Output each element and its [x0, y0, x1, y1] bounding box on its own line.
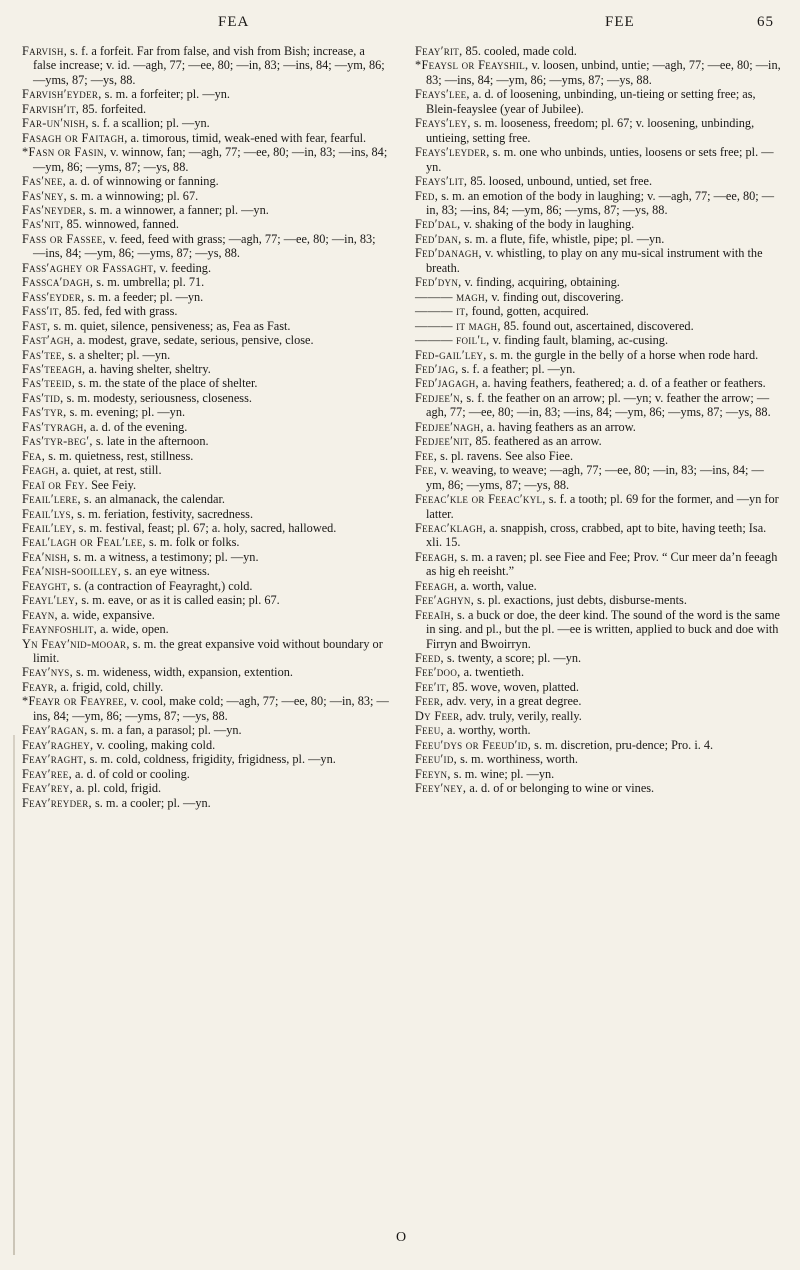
- headword: Fast,: [22, 318, 51, 333]
- right-column: [415, 44, 781, 796]
- headword: Farvish′eyder,: [22, 87, 102, 102]
- dictionary-entry: [415, 608, 781, 651]
- header-left-word: FEA: [218, 14, 250, 30]
- headword: Feayn,: [22, 607, 58, 622]
- definition: a. d. of the evening.: [86, 419, 188, 434]
- headword: Fas′tyragh,: [22, 419, 87, 434]
- headword: Feed,: [415, 651, 444, 666]
- definition: a. quiet, at rest, still.: [58, 463, 162, 478]
- definition: s. pl. ravens. See also Fiee.: [437, 448, 574, 463]
- headword: Fed′dyn,: [415, 275, 462, 290]
- definition: s. m. the gurgle in the belly of a horse when rode hard.: [486, 347, 759, 362]
- headword: Fed′jag,: [415, 361, 459, 376]
- dictionary-entry: [415, 420, 781, 434]
- headword: Fas′ney,: [22, 188, 68, 203]
- dictionary-entry: [415, 348, 781, 362]
- headword: Feeac′klagh,: [415, 520, 487, 535]
- definition: a. worth, value.: [457, 578, 537, 593]
- dictionary-entry: [22, 492, 390, 506]
- dictionary-entry: [22, 376, 390, 390]
- headword: ——— it,: [415, 304, 469, 319]
- definition: s. m. quietness, rest, stillness.: [45, 448, 194, 463]
- headword: Feayl′ley,: [22, 593, 79, 608]
- definition: s. m. eave, or as it is called easin; pl. 67.: [78, 593, 280, 608]
- headword: Fed′dan,: [415, 231, 462, 246]
- headword: Feays′ley,: [415, 116, 471, 131]
- definition: s. m. festival, feast; pl. 67; a. holy, sacred, hallowed.: [75, 520, 337, 535]
- headword: Feayr,: [22, 679, 58, 694]
- headword: Fedjee′nit,: [415, 434, 473, 449]
- dictionary-entry: [415, 767, 781, 781]
- headword: *Fasn or Fasin,: [22, 145, 108, 160]
- headword: Feaï or Fey.: [22, 477, 88, 492]
- definition: 85. cooled, made cold.: [462, 44, 577, 58]
- definition: a. having feathers as an arrow.: [483, 419, 636, 434]
- definition: v. cool, make cold; —agh, 77; —ee, 80; —in, 83; —ins, 84; —ym, 86; —yms, 87; —ys, 88.: [33, 694, 389, 723]
- dictionary-entry: [22, 449, 390, 463]
- definition: v. winnow, fan; —agh, 77; —ee, 80; —in, 83; —ins, 84; —ym, 86; —yms, 87; —ys, 88.: [33, 145, 388, 174]
- dictionary-entry: [415, 391, 781, 420]
- definition: v. weaving, to weave; —agh, 77; —ee, 80; —in, 83; —ins, 84; —ym, 86; —yms, 87; —ys, 88.: [426, 463, 764, 492]
- dictionary-entry: [415, 304, 781, 318]
- dictionary-entry: [22, 217, 390, 231]
- headword: Fed,: [415, 188, 439, 203]
- headword: Feay′rey,: [22, 781, 73, 796]
- headword: Feayght,: [22, 578, 71, 593]
- headword: Fed′danagh,: [415, 246, 482, 261]
- dictionary-entry: [415, 694, 781, 708]
- definition: v. feed, feed with grass; —agh, 77; —ee, 80; —in, 83; —ins, 84; —ym, 86; —yms, 87; —ys, 88.: [33, 231, 376, 261]
- headword: Feeyn,: [415, 766, 451, 781]
- definition: s. m. a forfeiter; pl. —yn.: [101, 87, 230, 102]
- dictionary-entry: [415, 738, 781, 752]
- dictionary-entry: [22, 232, 390, 261]
- headword: Fed′jagagh,: [415, 376, 479, 391]
- definition: s. f. the feather on an arrow; pl. —yn; v. feather the arrow; —agh, 77; —ee, 80; —in, 83; —ins, 84; —ym, 86; —yms, 87; —ys, 88.: [426, 390, 771, 420]
- headword: Farvish,: [22, 44, 68, 58]
- page-number: 65: [757, 14, 774, 30]
- definition: a. modest, grave, sedate, serious, pensive, close.: [73, 333, 314, 348]
- dictionary-entry: [22, 420, 390, 434]
- running-head: [0, 14, 800, 36]
- headword: Fas′tee,: [22, 347, 66, 362]
- headword: Feagh,: [22, 463, 59, 478]
- headword: Feeagh,: [415, 549, 458, 564]
- dictionary-entry: [415, 145, 781, 174]
- headword: Fassca′dagh,: [22, 275, 94, 290]
- definition: s. m. a raven; pl. see Fiee and Fee; Prov. “ Cur meer da’n feeagh as hig eh reeisht.”: [426, 549, 778, 579]
- definition: s. m. an emotion of the body in laughing; v. —agh, 77; —ee, 80; —in, 83; —ins, 84; —ym, 86; —yms, 87; —ys, 88.: [426, 188, 775, 217]
- dictionary-entry: [415, 781, 781, 795]
- definition: s. m. a feeder; pl. —yn.: [84, 289, 204, 304]
- dictionary-entry: [415, 362, 781, 376]
- headword: Feays′lee,: [415, 87, 470, 102]
- headword: Fedjee′n,: [415, 390, 464, 405]
- definition: s. m. a witness, a testimony; pl. —yn.: [70, 549, 259, 564]
- definition: 85. wove, woven, platted.: [449, 679, 579, 694]
- headword: Feays′leyder,: [415, 145, 490, 160]
- dictionary-entry: [415, 290, 781, 304]
- dictionary-entry: [415, 58, 781, 87]
- definition: s. m. one who unbinds, unties, loosens or sets free; pl. —yn.: [426, 145, 774, 174]
- headword: ——— foil′l,: [415, 333, 490, 348]
- definition: s. m. quiet, silence, pensiveness; as, Fea as Fast.: [50, 318, 291, 333]
- headword: Far-un′nish,: [22, 116, 89, 131]
- definition: s. f. a forfeit. Far from false, and vish from Bish; increase, a false increase; v. id. —agh, 77; —ee, 80; —in, 83; —ins, 84; —ym, 86; —yms, 87; —ys, 88.: [33, 44, 385, 87]
- dictionary-entry: [22, 781, 390, 795]
- definition: s. a buck or doe, the deer kind. The sound of the word is the same in sing. and pl., but the pl. —ee is written, applied to buck and doe with Firryn and Bwoirryn.: [426, 607, 780, 651]
- headword: Fas′tid,: [22, 390, 64, 405]
- definition: found, gotten, acquired.: [468, 304, 589, 319]
- headword: Fed-gail′ley,: [415, 347, 487, 362]
- headword: Farvish′it,: [22, 101, 80, 116]
- headword: Fasagh or Faitagh,: [22, 130, 128, 145]
- definition: s. m. umbrella; pl. 71.: [93, 275, 205, 290]
- dictionary-entry: [22, 348, 390, 362]
- dictionary-entry: [415, 44, 781, 58]
- headword: Feeu,: [415, 723, 444, 738]
- definition: a. wide, open.: [97, 622, 169, 637]
- definition: v. feeding.: [156, 260, 212, 275]
- definition: a. frigid, cold, chilly.: [57, 679, 164, 694]
- headword: Fee′aghyn,: [415, 593, 475, 608]
- dictionary-entry: [22, 694, 390, 723]
- definition: v. loosen, unbind, untie; —agh, 77; —ee, 80; —in, 83; —ins, 84; —ym, 86; —yms, 87; —ys, 88.: [426, 58, 781, 87]
- headword: Fed′dal,: [415, 217, 461, 232]
- definition: s. pl. exactions, just debts, disburse-ments.: [474, 593, 687, 608]
- definition: a. d. of cold or cooling.: [71, 766, 190, 781]
- dictionary-entry: [22, 637, 390, 666]
- headword: Fea′nish,: [22, 549, 71, 564]
- dictionary-entry: [22, 333, 390, 347]
- definition: s. m. a flute, fife, whistle, pipe; pl. —yn.: [461, 231, 665, 246]
- definition: s. m. evening; pl. —yn.: [66, 405, 186, 420]
- definition: s. m. a winnower, a fanner; pl. —yn.: [85, 202, 269, 217]
- definition: adv. very, in a great degree.: [443, 694, 582, 709]
- dictionary-entry: [22, 304, 390, 318]
- headword: Fee,: [415, 448, 438, 463]
- dictionary-entry: [22, 738, 390, 752]
- definition: s. m. the great expansive void without boundary or limit.: [33, 636, 383, 666]
- definition: See Feiy.: [88, 477, 137, 492]
- definition: adv. truly, verily, really.: [462, 708, 582, 723]
- headword: Feeu′id,: [415, 752, 457, 767]
- headword: Fee′doo,: [415, 665, 461, 680]
- dictionary-entry: [22, 290, 390, 304]
- headword: Feaynfoshlit,: [22, 622, 97, 637]
- dictionary-entry: [415, 709, 781, 723]
- dictionary-entry: [415, 275, 781, 289]
- dictionary-entry: [415, 579, 781, 593]
- dictionary-entry: [22, 145, 390, 174]
- definition: s. m. wideness, width, expansion, extention.: [72, 665, 293, 680]
- dictionary-entry: [415, 87, 781, 116]
- dictionary-entry: [415, 463, 781, 492]
- headword: Fas′teeagh,: [22, 361, 86, 376]
- definition: s. (a contraction of Feayraght,) cold.: [70, 578, 253, 593]
- definition: s. m. a winnowing; pl. 67.: [67, 188, 199, 203]
- dictionary-entry: [415, 189, 781, 218]
- dictionary-entry: [22, 261, 390, 275]
- headword: Fedjee′nagh,: [415, 419, 484, 434]
- definition: 85. winnowed, fanned.: [63, 217, 179, 232]
- definition: a. pl. cold, frigid.: [72, 781, 162, 796]
- dictionary-entry: [22, 478, 390, 492]
- definition: 85. loosed, unbound, untied, set free.: [467, 174, 653, 189]
- dictionary-entry: [415, 434, 781, 448]
- dictionary-entry: [22, 564, 390, 578]
- headword: Fea′nish-sooilley,: [22, 564, 122, 579]
- headword: Fea,: [22, 448, 46, 463]
- definition: v. cooling, making cold.: [93, 737, 216, 752]
- headword: Fass′eyder,: [22, 289, 85, 304]
- definition: s. late in the afternoon.: [92, 434, 209, 449]
- dictionary-entry: [22, 593, 390, 607]
- definition: v. whistling, to play on any mu-sical instrument with the breath.: [426, 246, 763, 275]
- definition: v. shaking of the body in laughing.: [460, 217, 635, 232]
- dictionary-entry: [22, 622, 390, 636]
- definition: a. twentieth.: [460, 665, 525, 680]
- left-column: [22, 44, 390, 810]
- signature-mark: O: [396, 1230, 407, 1245]
- definition: 85. feathered as an arrow.: [472, 434, 602, 449]
- headword: Fas′nit,: [22, 217, 64, 232]
- dictionary-entry: [22, 434, 390, 448]
- definition: s. m. wine; pl. —yn.: [450, 766, 555, 781]
- dictionary-entry: [22, 796, 390, 810]
- dictionary-entry: [22, 463, 390, 477]
- dictionary-entry: [415, 246, 781, 275]
- dictionary-entry: [22, 579, 390, 593]
- dictionary-entry: [22, 362, 390, 376]
- dictionary-entry: [22, 507, 390, 521]
- dictionary-entry: [22, 131, 390, 145]
- headword: Fas′neyder,: [22, 202, 86, 217]
- headword: Feail′lere,: [22, 492, 81, 507]
- headword: Feay′raght,: [22, 752, 87, 767]
- definition: 85. found out, ascertained, discovered.: [500, 318, 694, 333]
- headword: Feay′ree,: [22, 766, 72, 781]
- headword: Feail′ley,: [22, 520, 76, 535]
- definition: a. having feathers, feathered; a. d. of a feather or feathers.: [478, 376, 766, 391]
- dictionary-entry: [415, 376, 781, 390]
- headword: Fas′tyr,: [22, 405, 67, 420]
- headword: Fass′aghey or Fassaght,: [22, 260, 157, 275]
- dictionary-entry: [22, 767, 390, 781]
- definition: s. m. the state of the place of shelter.: [75, 376, 258, 391]
- dictionary-entry: [22, 102, 390, 116]
- headword: Yn Feay′nid-mooar,: [22, 636, 130, 651]
- dictionary-entry: [415, 665, 781, 679]
- dictionary-entry: [415, 449, 781, 463]
- headword: Feay′ragan,: [22, 723, 88, 738]
- dictionary-entry: [415, 752, 781, 766]
- definition: v. finding, acquiring, obtaining.: [461, 275, 620, 290]
- headword: Feeac′kle or Feeac′kyl,: [415, 492, 546, 507]
- definition: v. finding fault, blaming, ac-cusing.: [489, 333, 669, 348]
- definition: s. f. a feather; pl. —yn.: [458, 361, 576, 376]
- dictionary-entry: [415, 593, 781, 607]
- dictionary-entry: [415, 723, 781, 737]
- headword: Feer,: [415, 694, 444, 709]
- dictionary-entry: [22, 116, 390, 130]
- dictionary-entry: [22, 723, 390, 737]
- dictionary-entry: [22, 535, 390, 549]
- headword: Feay′raghey,: [22, 737, 94, 752]
- definition: s. a shelter; pl. —yn.: [65, 347, 171, 362]
- dictionary-entry: [415, 651, 781, 665]
- definition: s. m. a cooler; pl. —yn.: [91, 795, 211, 810]
- headword: Dy Feer,: [415, 708, 463, 723]
- headword: Feay′nys,: [22, 665, 73, 680]
- definition: s. f. a tooth; pl. 69 for the former, and —yn for latter.: [426, 492, 779, 521]
- definition: s. m. worthiness, worth.: [457, 752, 578, 767]
- dictionary-entry: [22, 665, 390, 679]
- definition: a. timorous, timid, weak-ened with fear, fearful.: [127, 130, 367, 145]
- definition: s. an eye witness.: [121, 564, 210, 579]
- dictionary-entry: [415, 333, 781, 347]
- headword: Fee′it,: [415, 679, 450, 694]
- headword: Fas′tyr-beg′,: [22, 434, 93, 449]
- dictionary-entry: [22, 608, 390, 622]
- dictionary-entry: [415, 680, 781, 694]
- headword: *Feayr or Feayree,: [22, 694, 128, 709]
- dictionary-entry: [22, 275, 390, 289]
- definition: a. d. of winnowing or fanning.: [66, 174, 219, 189]
- headword: Fee,: [415, 463, 438, 478]
- headword: Feeu′dys or Feeud′id,: [415, 737, 532, 752]
- definition: a. snappish, cross, crabbed, apt to bite, having teeth; Isa. xli. 15.: [426, 520, 767, 550]
- headword: Fast′agh,: [22, 333, 74, 348]
- definition: a. d. of or belonging to wine or vines.: [466, 781, 655, 796]
- definition: s. an almanack, the calendar.: [80, 492, 225, 507]
- dictionary-entry: [22, 174, 390, 188]
- dictionary-entry: [22, 44, 390, 87]
- dictionary-entry: [22, 405, 390, 419]
- dictionary-entry: [415, 232, 781, 246]
- headword: Feey′ney,: [415, 781, 467, 796]
- dictionary-entry: [22, 391, 390, 405]
- headword: Fass or Fassee,: [22, 231, 106, 246]
- definition: s. m. folk or folks.: [145, 535, 240, 550]
- definition: s. m. cold, coldness, frigidity, frigidness, pl. —yn.: [86, 752, 336, 767]
- dictionary-entry: [22, 87, 390, 101]
- headword: *Feaysl or Feayshil,: [415, 58, 529, 73]
- definition: a. worthy, worth.: [443, 723, 531, 738]
- dictionary-entry: [22, 752, 390, 766]
- headword: ——— magh,: [415, 289, 489, 304]
- definition: s. twenty, a score; pl. —yn.: [443, 651, 582, 666]
- dictionary-entry: [415, 550, 781, 579]
- dictionary-entry: [415, 217, 781, 231]
- headword: Feays′lit,: [415, 174, 468, 189]
- headword: Feay′reyder,: [22, 795, 92, 810]
- dictionary-entry: [22, 521, 390, 535]
- definition: s. m. discretion, pru-dence; Pro. i. 4.: [531, 737, 714, 752]
- header-right-word: FEE: [605, 14, 635, 30]
- definition: s. f. a scallion; pl. —yn.: [88, 116, 210, 131]
- headword: Feail′lys,: [22, 506, 75, 521]
- headword: Feal′lagh or Feal′lee,: [22, 535, 146, 550]
- headword: Fas′nee,: [22, 174, 67, 189]
- dictionary-entry: [22, 550, 390, 564]
- headword: Feay′rit,: [415, 44, 463, 58]
- dictionary-entry: [22, 680, 390, 694]
- headword: Fass′it,: [22, 304, 63, 319]
- headword: ——— it magh,: [415, 318, 501, 333]
- definition: 85. fed, fed with grass.: [62, 304, 178, 319]
- definition: v. finding out, discovering.: [488, 289, 624, 304]
- headword: Feeagh,: [415, 578, 458, 593]
- dictionary-entry: [415, 174, 781, 188]
- headword: Fas′teeid,: [22, 376, 76, 391]
- dictionary-entry: [22, 189, 390, 203]
- margin-shadow: [13, 735, 15, 1255]
- dictionary-entry: [415, 492, 781, 521]
- dictionary-entry: [22, 203, 390, 217]
- dictionary-entry: [22, 319, 390, 333]
- dictionary-entry: [415, 319, 781, 333]
- definition: s. m. modesty, seriousness, closeness.: [63, 390, 252, 405]
- dictionary-entry: [415, 521, 781, 550]
- definition: s. m. looseness, freedom; pl. 67; v. loosening, unbinding, untieing, setting free.: [426, 116, 755, 145]
- definition: a. having shelter, sheltry.: [85, 361, 211, 376]
- definition: 85. forfeited.: [79, 101, 147, 116]
- definition: a. wide, expansive.: [57, 607, 155, 622]
- dictionary-entry: [415, 116, 781, 145]
- definition: s. m. feriation, festivity, sacredness.: [74, 506, 254, 521]
- headword: Feeaïh,: [415, 607, 455, 622]
- definition: a. d. of loosening, unbinding, un-tieing or setting free; as, Blein-feayslee (year of Jubilee).: [426, 87, 756, 116]
- definition: s. m. a fan, a parasol; pl. —yn.: [87, 723, 242, 738]
